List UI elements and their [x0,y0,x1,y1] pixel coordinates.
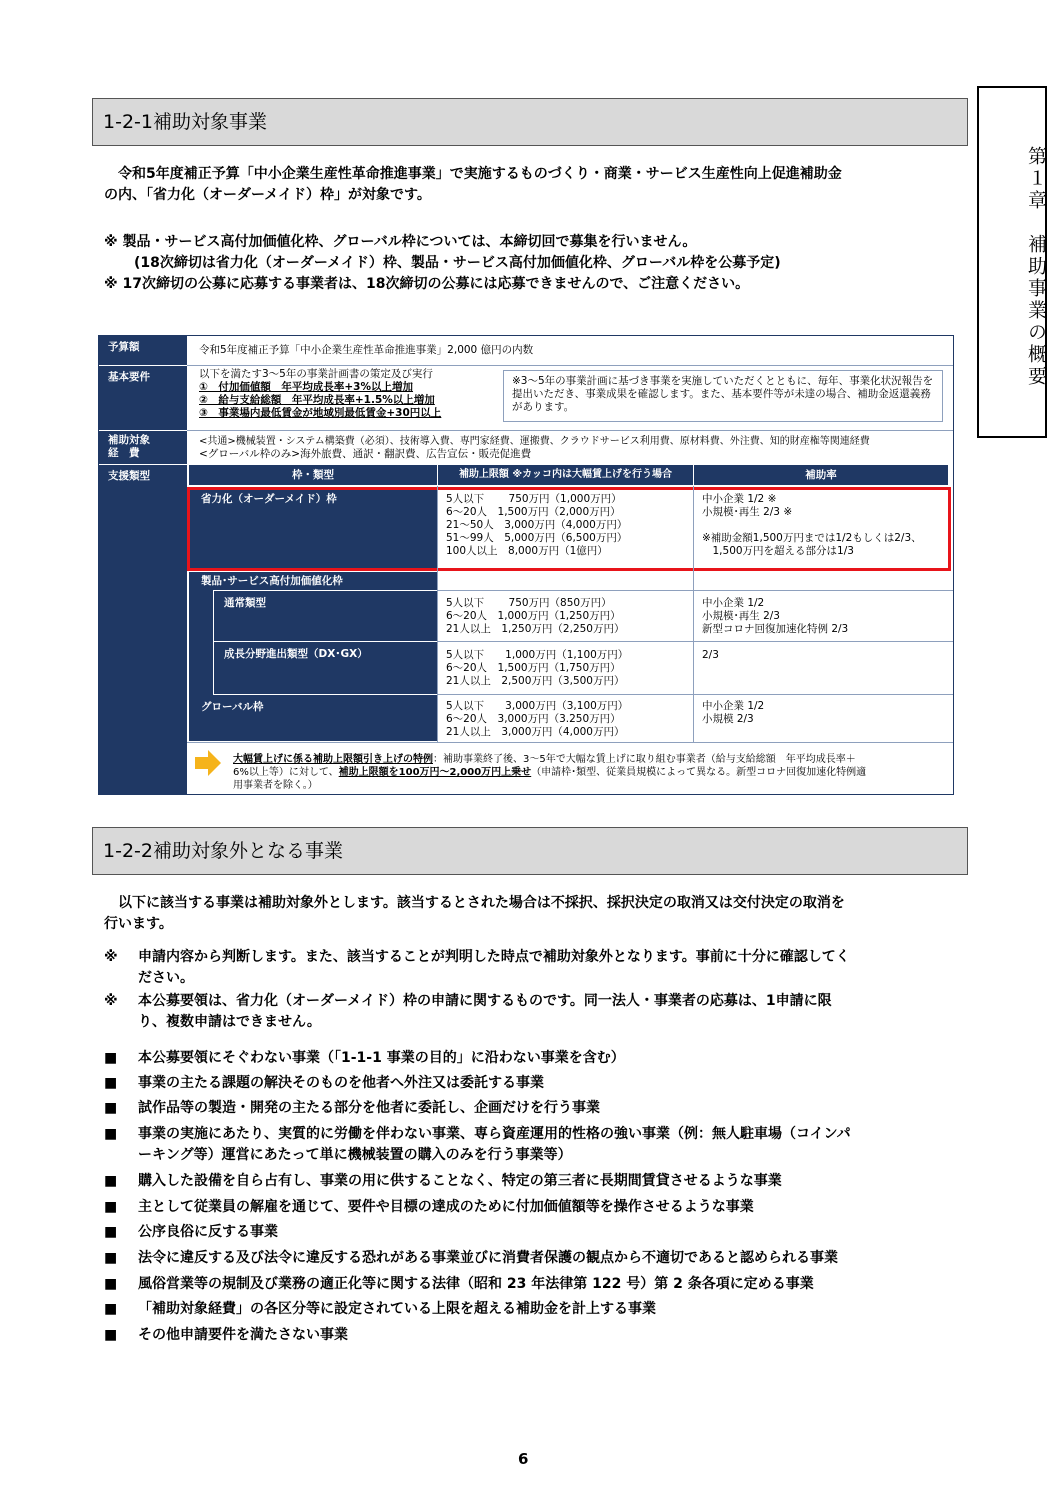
bullet-icon: ■ [104,1276,118,1292]
limit-line: 51～99人 5,000万円（6,500万円） [446,532,628,544]
col-header-limit: 補助上限額 ※カッコ内は大幅賃上げを行う場合 [438,465,693,485]
bullet-icon: ■ [104,1224,118,1240]
rate-line: 新型コロナ回復加速化特例 2/3 [702,623,849,635]
rate-line: 中小企業 1/2 [702,700,765,712]
rates-global [702,700,764,726]
budget-value: 令和5年度補正予算「中小企業生産性革命推進事業」2,000 億円の内数 [199,344,534,356]
item-line1: 事業の実施にあたり、実質的に労働を伴わない事業、専ら資産運用的性格の強い事業（例：無人駐車場（コインパ [138,1126,851,1142]
section1-intro [104,164,964,206]
item-line1: 風俗営業等の規制及び業務の適正化等に関する法律（昭和 23 年法律第 122 号）第 2 条各項に定める事業 [138,1276,814,1292]
limit-line: 6～20人 3,000万円（3.250万円） [446,713,621,725]
limit-line: 100人以上 8,000万円（1億円） [446,545,608,557]
section-heading-1-2-2: 1-2-2補助対象外となる事業 [92,827,968,875]
summary-table [98,335,954,795]
col-header-rate: 補助率 [694,465,948,485]
col-header-type: 枠・類型 [189,465,437,485]
arrow-icon [195,750,219,776]
basic-requirements-label: 基本要件 [99,366,187,430]
item-line1: 法令に違反する及び法令に違反する恐れがある事業並びに消費者保護の観点から不適切であると認められる事業 [138,1250,838,1266]
rates-seicho [702,649,719,662]
expense-global: <グローバル枠のみ>海外旅費、通訳・翻訳費、広告宣伝・販売促進費 [199,448,532,460]
note-line2: ださい。 [138,970,194,986]
limit-line: 21～50人 3,000万円（4,000万円） [446,519,628,531]
bullet-icon: ■ [104,1075,118,1091]
limits-global [446,700,628,739]
footnote-text2b: （申請枠･類型、従業員規模によって異なる。新型コロナ回復加速化特例適 [531,767,867,778]
type-shoryokuka: 省力化（オーダーメイド）枠 [189,487,437,569]
limit-line: 6～20人 1,500万円（1,750万円） [446,662,621,674]
note-mark: ※ [104,993,118,1009]
bullet-icon: ■ [104,1327,118,1343]
bullet-icon: ■ [104,1301,118,1317]
section1-intro-line2: の内、「省力化（オーダーメイド）枠」が対象です。 [104,187,431,203]
bullet-icon: ■ [104,1126,118,1142]
footnote-text3: 用事業者を除く。） [233,780,318,791]
type-koufukakachi: 製品･サービス高付加価値化枠 [189,572,437,590]
limits-tsujo [446,597,624,636]
limit-line: 21人以上 2,500万円（3,500万円） [446,675,625,687]
rate-line: 小規模･再生 2/3 ※ [702,506,793,518]
item-line1: 主として従業員の解雇を通じて、要件や目標の達成のために付加価値額等を操作させるような事業 [138,1199,754,1215]
basic-req-intro: 以下を満たす3～5年の事業計画書の策定及び実行 [199,368,433,380]
item-line1: 試作品等の製造・開発の主たる部分を他者に委託し、企画だけを行う事業 [138,1100,600,1116]
section-heading-1-2-1: 1-2-1補助対象事業 [92,98,968,146]
note-mark: ※ [104,949,118,965]
limits-seicho [446,649,628,688]
limit-line: 5人以下 750万円（850万円） [446,597,612,609]
table-footnote [233,753,949,792]
expense-label-line1: 補助対象 [108,434,150,446]
limit-line: 6～20人 1,000万円（1,250万円） [446,610,621,622]
rate-line: 中小企業 1/2 [702,597,765,609]
note-line2: り、複数申請はできません。 [138,1014,321,1030]
item-line1: 購入した設備を自ら占有し、事業の用に供することなく、特定の第三者に長期間賃貸させるような事業 [138,1173,782,1189]
section2-intro-line2: 行います。 [104,916,173,932]
expense-label [99,431,187,464]
budget-label: 予算額 [99,336,187,365]
rate-line: ※補助金額1,500万円までは1/2もしくは2/3、 [702,532,922,544]
section1-note2: ※ 17次締切の公募に応募する事業者は、18次締切の公募には応募できませんので、ご注意ください。 [104,276,750,292]
item-line1: 公序良俗に反する事業 [138,1224,278,1240]
bullet-icon: ■ [104,1050,118,1066]
type-tsujo: 通常類型 [214,591,437,641]
section1-note1-line1: ※ 製品・サービス高付加価値化枠、グローバル枠については、本締切回で募集を行いません。 [104,234,697,250]
highlight-box [187,487,951,571]
chapter-tab-label: 第１章 補助事業の概要 [1025,146,1047,388]
note-line1: 申請内容から判断します。また、該当することが判明した時点で補助対象外となります。事前に十分に確認してく [138,949,850,965]
type-global: グローバル枠 [189,695,437,741]
rate-line: 小規模 2/3 [702,713,754,725]
footnote-bold1: 大幅賃上げに係る補助上限額引き上げの特例 [233,754,433,765]
basic-requirements-note: ※3～5年の事業計画に基づき事業を実施していただくとともに、毎年、事業化状況報告を提出いただき、事業成果を確認します。また、基本要件等が未達の場合、補助金返還義務があります。 [503,370,943,422]
limit-line: 5人以下 750万円（1,000万円） [446,493,622,505]
section1-note1-line2: (18次締切は省力化（オーダーメイド）枠、製品・サービス高付加価値化枠、グローバル枠を公募予定) [134,255,781,271]
basic-req-3: ③ 事業場内最低賃金が地域別最低賃金+30円以上 [199,407,442,419]
bullet-icon: ■ [104,1173,118,1189]
item-line1: その他申請要件を満たさない事業 [138,1327,348,1343]
chapter-tab [977,86,1047,438]
footnote-bold2: 補助上限額を100万円～2,000万円上乗せ [338,767,532,778]
item-line1: 本公募要領にそぐわない事業（「1-1-1 事業の目的」に沿わない事業を含む） [138,1050,625,1066]
bullet-icon: ■ [104,1250,118,1266]
rate-line: 2/3 [702,649,719,661]
basic-requirements-list [199,368,441,420]
support-type-label: 支援類型 [99,465,187,795]
limit-line: 5人以下 1,000万円（1,100万円） [446,649,629,661]
item-line2: ーキング等）運営にあたって単に機械装置の購入のみを行う事業等） [138,1147,572,1163]
limit-line: 5人以下 3,000万円（3,100万円） [446,700,629,712]
limit-line: 6～20人 1,500万円（2,000万円） [446,506,621,518]
page-number: 6 [518,1450,529,1468]
expense-label-line2: 経 費 [108,447,140,459]
expense-common: <共通>機械装置・システム構築費（必須）、技術導入費、専門家経費、運搬費、クラウドサービス利用費、原材料費、外注費、知的財産権等関連経費 [199,436,870,447]
type-seicho: 成長分野進出類型（DX･GX） [214,642,437,694]
limit-line: 21人以上 1,250万円（2,250万円） [446,623,625,635]
rate-line: 1,500万円を超える部分は1/3 [702,545,854,557]
footnote-text1: ：補助事業終了後、3～5年で大幅な賃上げに取り組む事業者（給与支給総額 年平均成長率＋ [433,754,856,765]
section2-intro-line1: 以下に該当する事業は補助対象外とします。該当するとされた場合は不採択、採択決定の取消又は交付決定の取消を [118,895,845,911]
section1-intro-line1: 令和5年度補正予算「中小企業生産性革命推進事業」で実施するものづくり・商業・サービス生産性向上促進補助金 [118,166,842,182]
note-line1: 本公募要領は、省力化（オーダーメイド）枠の申請に関するものです。同一法人・事業者の応募は、1申請に限 [138,993,832,1009]
rate-line: 中小企業 1/2 ※ [702,493,777,505]
basic-req-1: ① 付加価値額 年平均成長率+3%以上増加 [199,381,414,393]
bullet-icon: ■ [104,1100,118,1116]
footnote-text2a: 6%以上等）に対して、 [233,767,339,778]
rate-line: 小規模･再生 2/3 [702,610,780,622]
bullet-icon: ■ [104,1199,118,1215]
limit-line: 21人以上 3,000万円（4,000万円） [446,726,625,738]
section1-note1 [104,232,964,295]
rates-tsujo [702,597,848,636]
expense-values [199,435,949,461]
item-line1: 「補助対象経費」の各区分等に設定されている上限を超える補助金を計上する事業 [138,1301,656,1317]
basic-req-2: ② 給与支給総額 年平均成長率+1.5%以上増加 [199,394,435,406]
section2-intro [104,893,964,935]
item-line1: 事業の主たる課題の解決そのものを他者へ外注又は委託する事業 [138,1075,544,1091]
